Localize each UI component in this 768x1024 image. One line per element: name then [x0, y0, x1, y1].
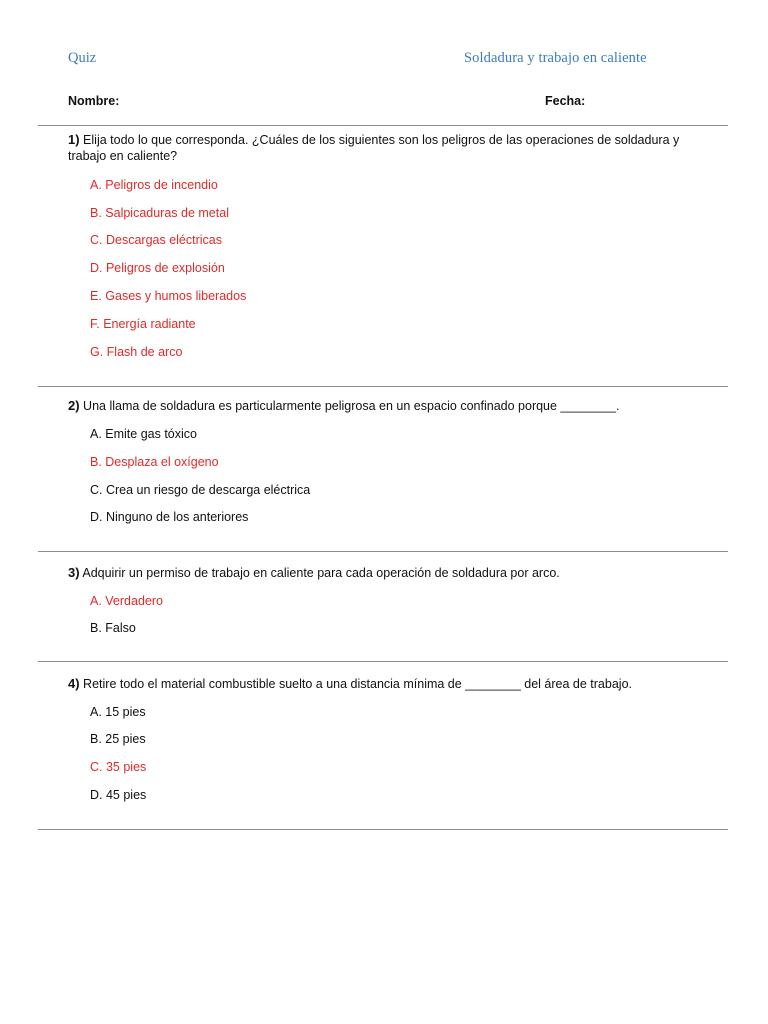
q2-option-a: A. Emite gas tóxico: [90, 427, 197, 441]
q3-option-b: B. Falso: [90, 621, 136, 635]
q2-option-d: D. Ninguno de los anteriores: [90, 510, 249, 524]
question-text: Una llama de soldadura es particularmente peligrosa en un espacio confinado porque ________.: [83, 399, 620, 413]
q4-option-a: A. 15 pies: [90, 705, 146, 719]
divider: [38, 125, 728, 126]
q1-option-f: F. Energía radiante: [90, 317, 196, 331]
question-4: [68, 676, 688, 692]
question-text: Elija todo lo que corresponda. ¿Cuáles de los siguientes son los peligros de las operaciones de soldadura y trabajo en caliente?: [68, 133, 680, 163]
question-number: 2): [68, 398, 80, 413]
q4-option-c: C. 35 pies: [90, 760, 147, 774]
question-number: 3): [68, 565, 80, 580]
q1-option-g: G. Flash de arco: [90, 345, 183, 359]
question-number: 4): [68, 676, 80, 691]
divider: [38, 661, 728, 662]
q3-option-a: A. Verdadero: [90, 594, 163, 608]
question-3: [68, 565, 688, 581]
question-1: [68, 132, 688, 164]
question-number: 1): [68, 132, 80, 147]
question-text: Retire todo el material combustible suelto a una distancia mínima de ________ del área de trabajo.: [83, 677, 632, 691]
q1-option-d: D. Peligros de explosión: [90, 261, 225, 275]
divider: [38, 551, 728, 552]
q2-option-b: B. Desplaza el oxígeno: [90, 455, 219, 469]
q1-option-b: B. Salpicaduras de metal: [90, 206, 229, 220]
q1-option-a: A. Peligros de incendio: [90, 178, 218, 192]
q2-option-c: C. Crea un riesgo de descarga eléctrica: [90, 483, 311, 497]
q4-option-d: D. 45 pies: [90, 788, 147, 802]
q1-option-c: C. Descargas eléctricas: [90, 233, 222, 247]
divider: [38, 386, 728, 387]
header-quiz-title: Quiz: [68, 50, 97, 66]
question-2: [68, 398, 688, 414]
question-text: Adquirir un permiso de trabajo en caliente para cada operación de soldadura por arco.: [82, 566, 560, 580]
q4-option-b: B. 25 pies: [90, 732, 146, 746]
name-label: Nombre:: [68, 94, 120, 108]
header-topic-title: Soldadura y trabajo en caliente: [464, 50, 647, 66]
divider: [38, 829, 728, 830]
date-label: Fecha:: [545, 94, 586, 108]
q1-option-e: E. Gases y humos liberados: [90, 289, 247, 303]
